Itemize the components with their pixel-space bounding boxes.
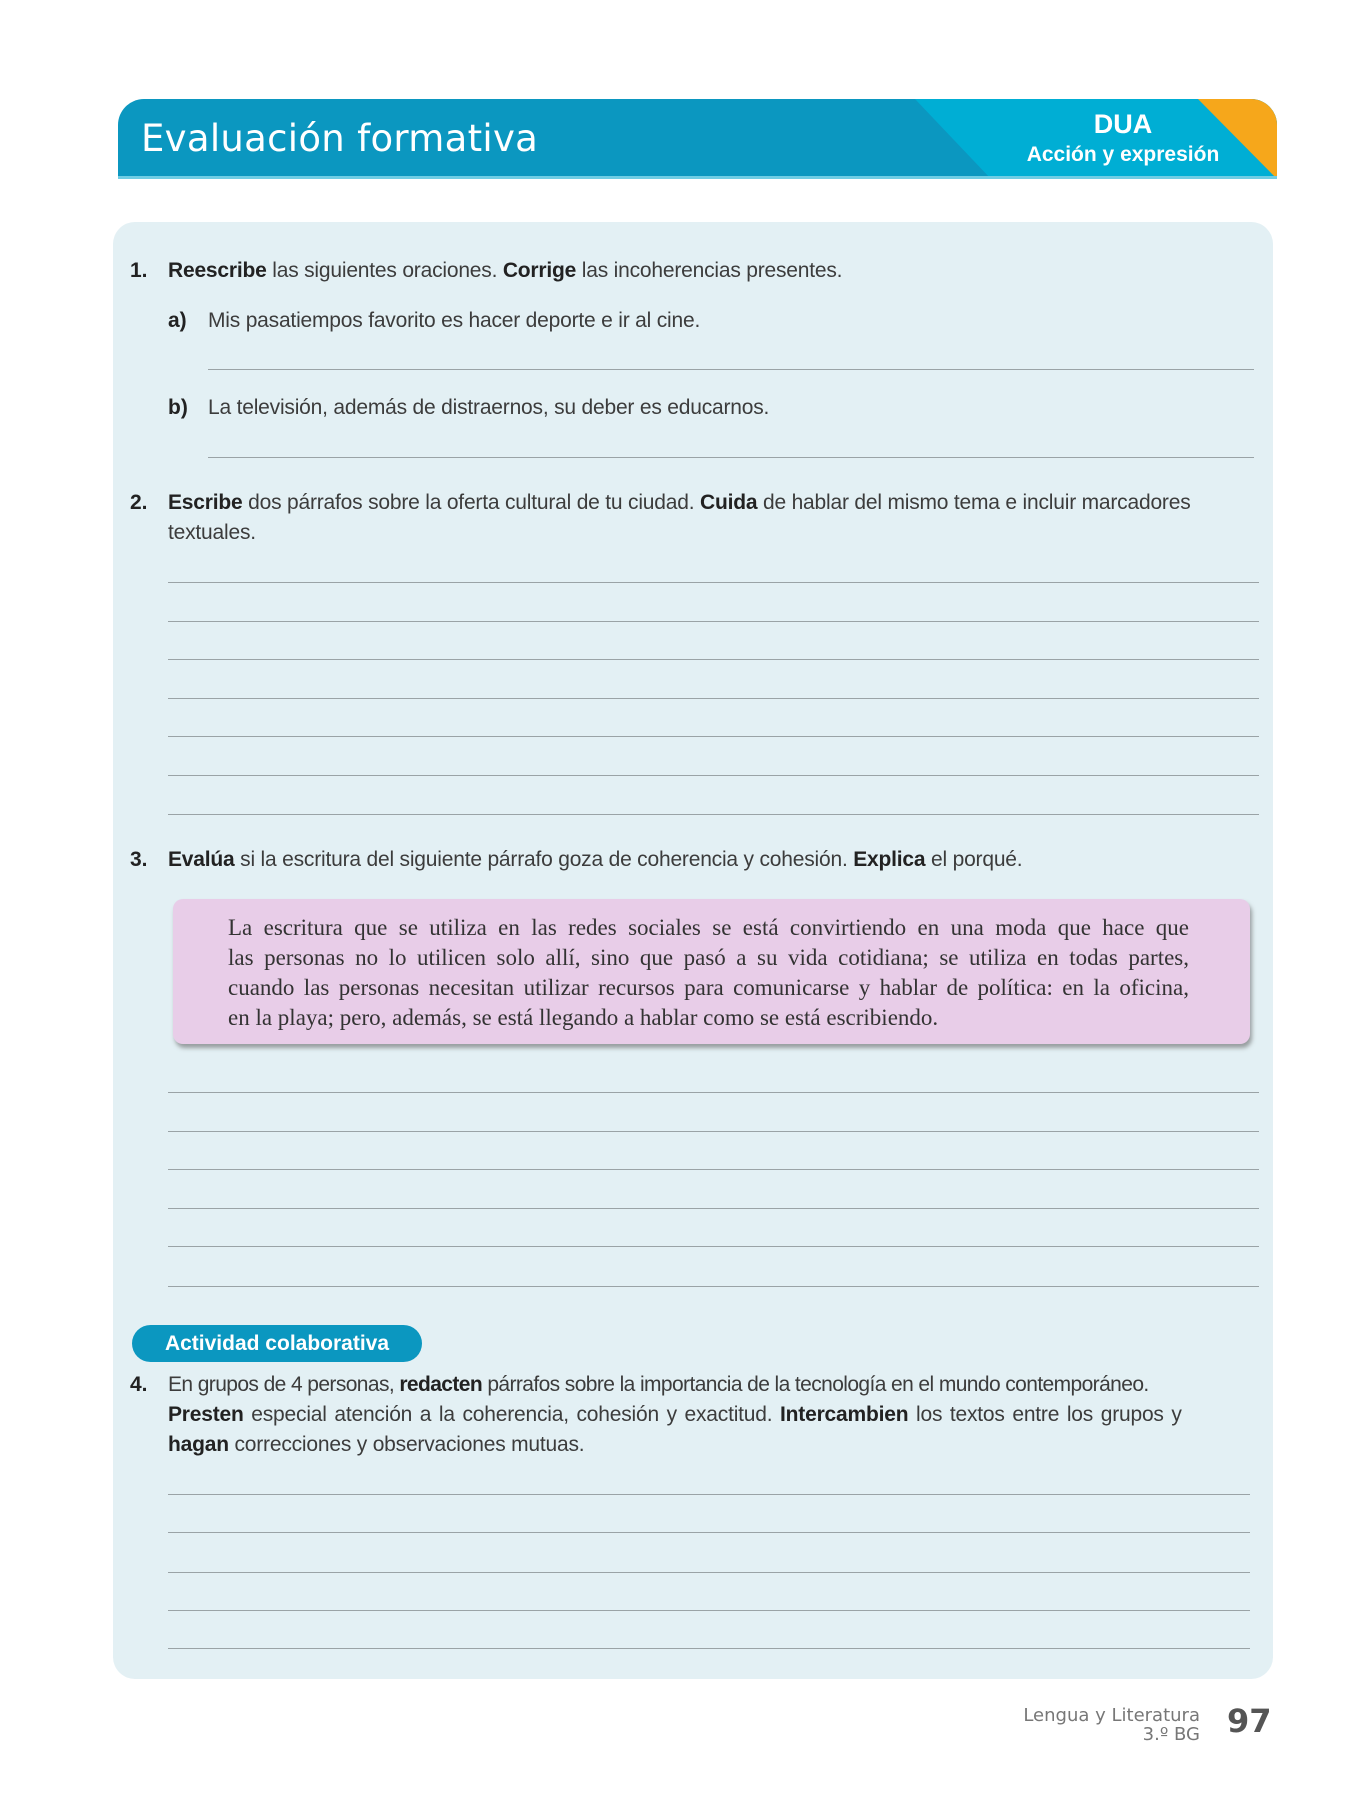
answer-line[interactable] — [168, 698, 1259, 699]
question-2-text-cont: textuales. — [168, 521, 256, 544]
question-number: 1. — [130, 259, 148, 282]
grade: 3.º BG — [1142, 1724, 1200, 1745]
question-3-text: Evalúa si la escritura del siguiente párrafo goza de coherencia y cohesión. Explica el porqué. — [168, 848, 1023, 871]
answer-line[interactable] — [208, 457, 1254, 458]
question-number: 2. — [130, 491, 148, 514]
dua-title: DUA — [1093, 109, 1153, 139]
quoted-paragraph-box — [173, 899, 1250, 1044]
section-header — [118, 99, 1277, 179]
item-a-text: Mis pasatiempos favorito es hacer deporte e ir al cine. — [208, 309, 701, 332]
dua-subtitle: Acción y expresión — [1026, 143, 1220, 166]
answer-line[interactable] — [168, 775, 1259, 776]
question-number: 3. — [130, 848, 148, 871]
item-label: a) — [168, 309, 187, 332]
question-number: 4. — [130, 1373, 148, 1396]
answer-line[interactable] — [168, 1610, 1250, 1611]
answer-line[interactable] — [168, 1131, 1259, 1132]
answer-line[interactable] — [168, 582, 1259, 583]
answer-line[interactable] — [168, 659, 1259, 660]
quote-line: en la playa; pero, además, se está llegando a hablar como se está escribiendo. — [228, 1005, 939, 1030]
page-title: Evaluación formativa — [141, 117, 539, 160]
answer-line[interactable] — [168, 1208, 1259, 1209]
item-label: b) — [168, 396, 188, 419]
answer-line[interactable] — [168, 814, 1259, 815]
answer-line[interactable] — [168, 736, 1259, 737]
answer-line[interactable] — [168, 621, 1259, 622]
quote-line: La escritura que se utiliza en las redes sociales se está convirtiendo en una moda que hace que — [228, 915, 1189, 940]
collaborative-activity-badge: Actividad colaborativa — [132, 1325, 422, 1362]
question-4-text-line2: Presten especial atención a la coherencia, cohesión y exactitud. Intercambien los textos entre los grupos y — [168, 1403, 1182, 1426]
answer-line[interactable] — [168, 1532, 1250, 1533]
answer-line[interactable] — [168, 1092, 1259, 1093]
quote-line: las personas no lo utilicen solo allí, sino que pasó a su vida cotidiana; se utiliza en todas partes, — [228, 945, 1189, 970]
question-4-text-line3: hagan correcciones y observaciones mutuas. — [168, 1433, 585, 1456]
page-number: 97 — [1227, 1702, 1272, 1740]
item-b-text: La televisión, además de distraernos, su deber es educarnos. — [208, 396, 770, 419]
subject-name: Lengua y Literatura — [1023, 1705, 1200, 1726]
answer-line[interactable] — [168, 1246, 1259, 1247]
quote-line: cuando las personas necesitan utilizar recursos para comunicarse y hablar de política: en la oficina, — [228, 975, 1189, 1000]
answer-line[interactable] — [168, 1572, 1250, 1573]
answer-line[interactable] — [168, 1286, 1259, 1287]
question-2-text: Escribe dos párrafos sobre la oferta cultural de tu ciudad. Cuida de hablar del mismo tema e incluir marcadores — [168, 491, 1191, 514]
answer-line[interactable] — [168, 1648, 1250, 1649]
footer-subject — [1023, 1706, 1200, 1744]
header-underline — [118, 176, 1277, 179]
answer-line[interactable] — [168, 1494, 1250, 1495]
answer-line[interactable] — [168, 1169, 1259, 1170]
answer-line[interactable] — [208, 369, 1254, 370]
question-4-text: En grupos de 4 personas, redacten párrafos sobre la importancia de la tecnología en el mundo contemporáneo. — [168, 1373, 1149, 1396]
question-1-text: Reescribe las siguientes oraciones. Corrige las incoherencias presentes. — [168, 259, 843, 282]
